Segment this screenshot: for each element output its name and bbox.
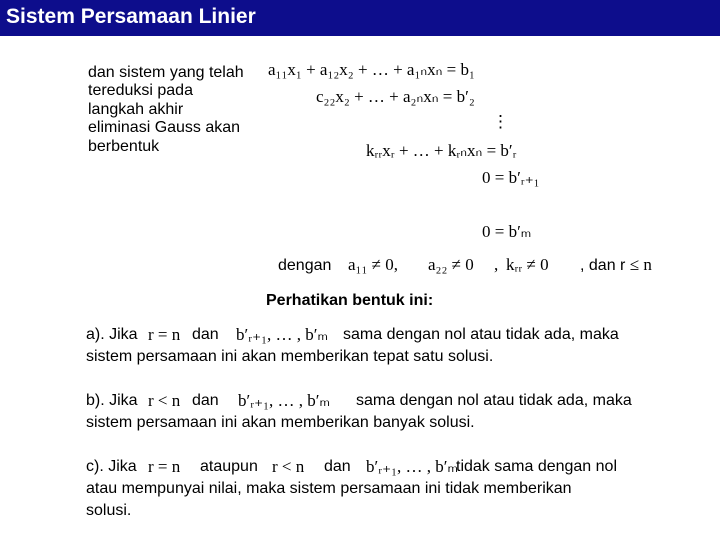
case-c-dan: dan	[324, 458, 351, 475]
condition-a11: a₁₁ ≠ 0,	[348, 255, 398, 274]
equation-row-m: 0 = b′ₘ	[482, 222, 532, 241]
case-a-vals: b′ᵣ₊₁, … , b′ₘ	[236, 325, 329, 344]
equation-row-r: kᵣᵣxᵣ + … + kᵣₙxₙ = b′ᵣ	[366, 141, 517, 160]
case-b-cond: r < n	[148, 391, 181, 410]
case-c-jika: c). Jika	[86, 458, 137, 475]
title-bar	[0, 0, 720, 36]
case-b-line1-end: sama dengan nol atau tidak ada, maka	[356, 392, 632, 409]
equation-row-1: a₁₁x₁ + a₁₂x₂ + … + a₁ₙxₙ = b₁	[268, 60, 475, 79]
case-a-dan: dan	[192, 326, 219, 343]
condition-a22: a₂₂ ≠ 0	[428, 255, 474, 274]
case-c-vals: b′ᵣ₊₁, … , b′ₘ	[366, 457, 459, 476]
case-b-line2: sistem persamaan ini akan memberikan banyak solusi.	[86, 414, 475, 431]
case-c-cond2: r < n	[272, 457, 305, 476]
case-c-line1-end: tidak sama dengan nol	[456, 458, 617, 475]
equation-row-2: c₂₂x₂ + … + a₂ₙxₙ = b′₂	[316, 87, 475, 106]
equation-vertical-dots: ⋮	[492, 112, 509, 131]
case-a-line1-end: sama dengan nol atau tidak ada, maka	[343, 326, 619, 343]
condition-krr: kᵣᵣ ≠ 0	[506, 255, 549, 274]
case-c-line2: atau mempunyai nilai, maka sistem persamaan ini tidak memberikan	[86, 480, 572, 497]
case-b-vals: b′ᵣ₊₁, … , b′ₘ	[238, 391, 331, 410]
condition-le-n: ≤ n	[629, 255, 652, 274]
case-b-jika: b). Jika	[86, 392, 138, 409]
condition-comma: ,	[494, 255, 499, 274]
case-a-jika: a). Jika	[86, 326, 138, 343]
condition-tail	[580, 255, 652, 275]
perhatikan-heading: Perhatikan bentuk ini:	[266, 292, 434, 309]
intro-text: dan sistem yang telah tereduksi pada langkah akhir eliminasi Gauss akan berbentuk	[88, 64, 244, 155]
equation-row-r-plus-1: 0 = b′ᵣ₊₁	[482, 168, 540, 187]
case-c-ataupun: ataupun	[200, 458, 258, 475]
slide-title: Sistem Persamaan Linier	[6, 5, 256, 28]
case-a-cond: r = n	[148, 325, 181, 344]
condition-tail-text: , dan r	[580, 257, 626, 274]
case-b-dan: dan	[192, 392, 219, 409]
case-c-cond1: r = n	[148, 457, 181, 476]
condition-dengan: dengan	[278, 257, 332, 274]
case-c-line3: solusi.	[86, 502, 132, 519]
case-a-line2: sistem persamaan ini akan memberikan tepat satu solusi.	[86, 348, 494, 365]
